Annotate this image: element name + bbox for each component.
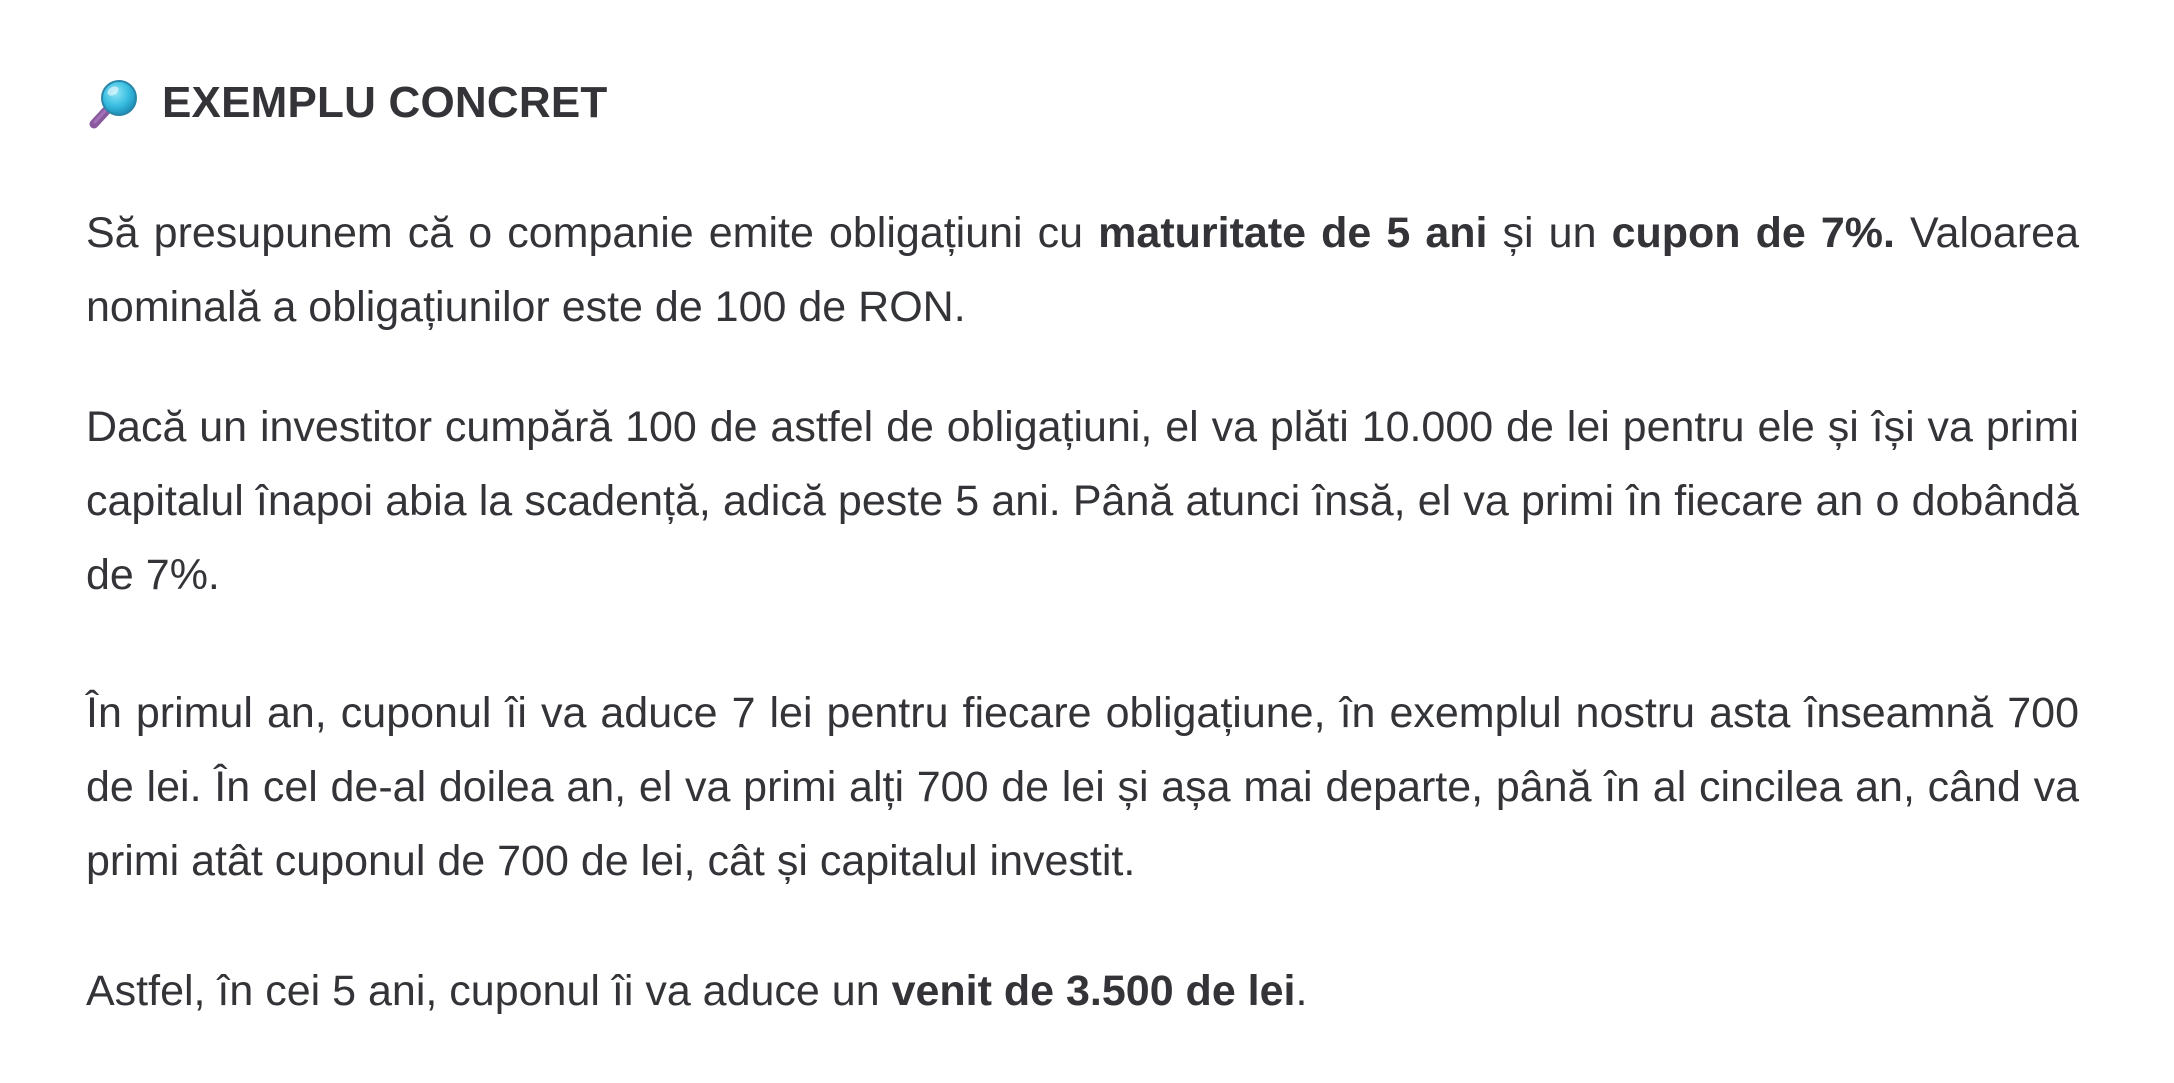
paragraph-text: . — [1295, 967, 1308, 1015]
article-section — [86, 70, 2079, 1028]
paragraph-intro — [86, 196, 2079, 344]
paragraph-text: Astfel, în cei 5 ani, cuponul îi va aduce un — [86, 967, 892, 1015]
paragraph-total-income — [86, 954, 2079, 1028]
paragraph-text: Să presupunem că o companie emite obligațiuni cu — [86, 209, 1099, 257]
section-title: EXEMPLU CONCRET — [162, 78, 608, 127]
income-highlight: venit de 3.500 de lei — [891, 967, 1296, 1015]
magnifying-glass-icon — [86, 75, 142, 131]
paragraph-text: Dacă un investitor cumpără 100 de astfel de obligațiuni, el va plăti 10.000 de lei pentru ele și își va primi capitalul înapoi abia la scadență, adică peste 5 ani. Până atunci însă, el va primi în fiecare an o dobândă de 7%. — [86, 403, 2079, 599]
paragraph-text: În primul an, cuponul îi va aduce 7 lei pentru fiecare obligațiune, în exemplul nostru asta înseamnă 700 de lei. În cel de-al doilea an, el va primi alți 700 de lei și așa mai departe, până în al cincilea an, când va primi atât cuponul de 700 de lei, cât și capitalul investit. — [86, 689, 2079, 885]
maturity-highlight: maturitate de 5 ani — [1098, 209, 1488, 257]
paragraph-yearly-coupon — [86, 676, 2079, 898]
paragraph-text: și un — [1487, 209, 1612, 257]
section-heading — [86, 70, 2079, 136]
paragraph-investment — [86, 390, 2079, 612]
paragraph-text: Valoarea nominală a obligațiunilor este de 100 de RON. — [86, 209, 2079, 331]
coupon-highlight: cupon de 7%. — [1611, 209, 1895, 257]
